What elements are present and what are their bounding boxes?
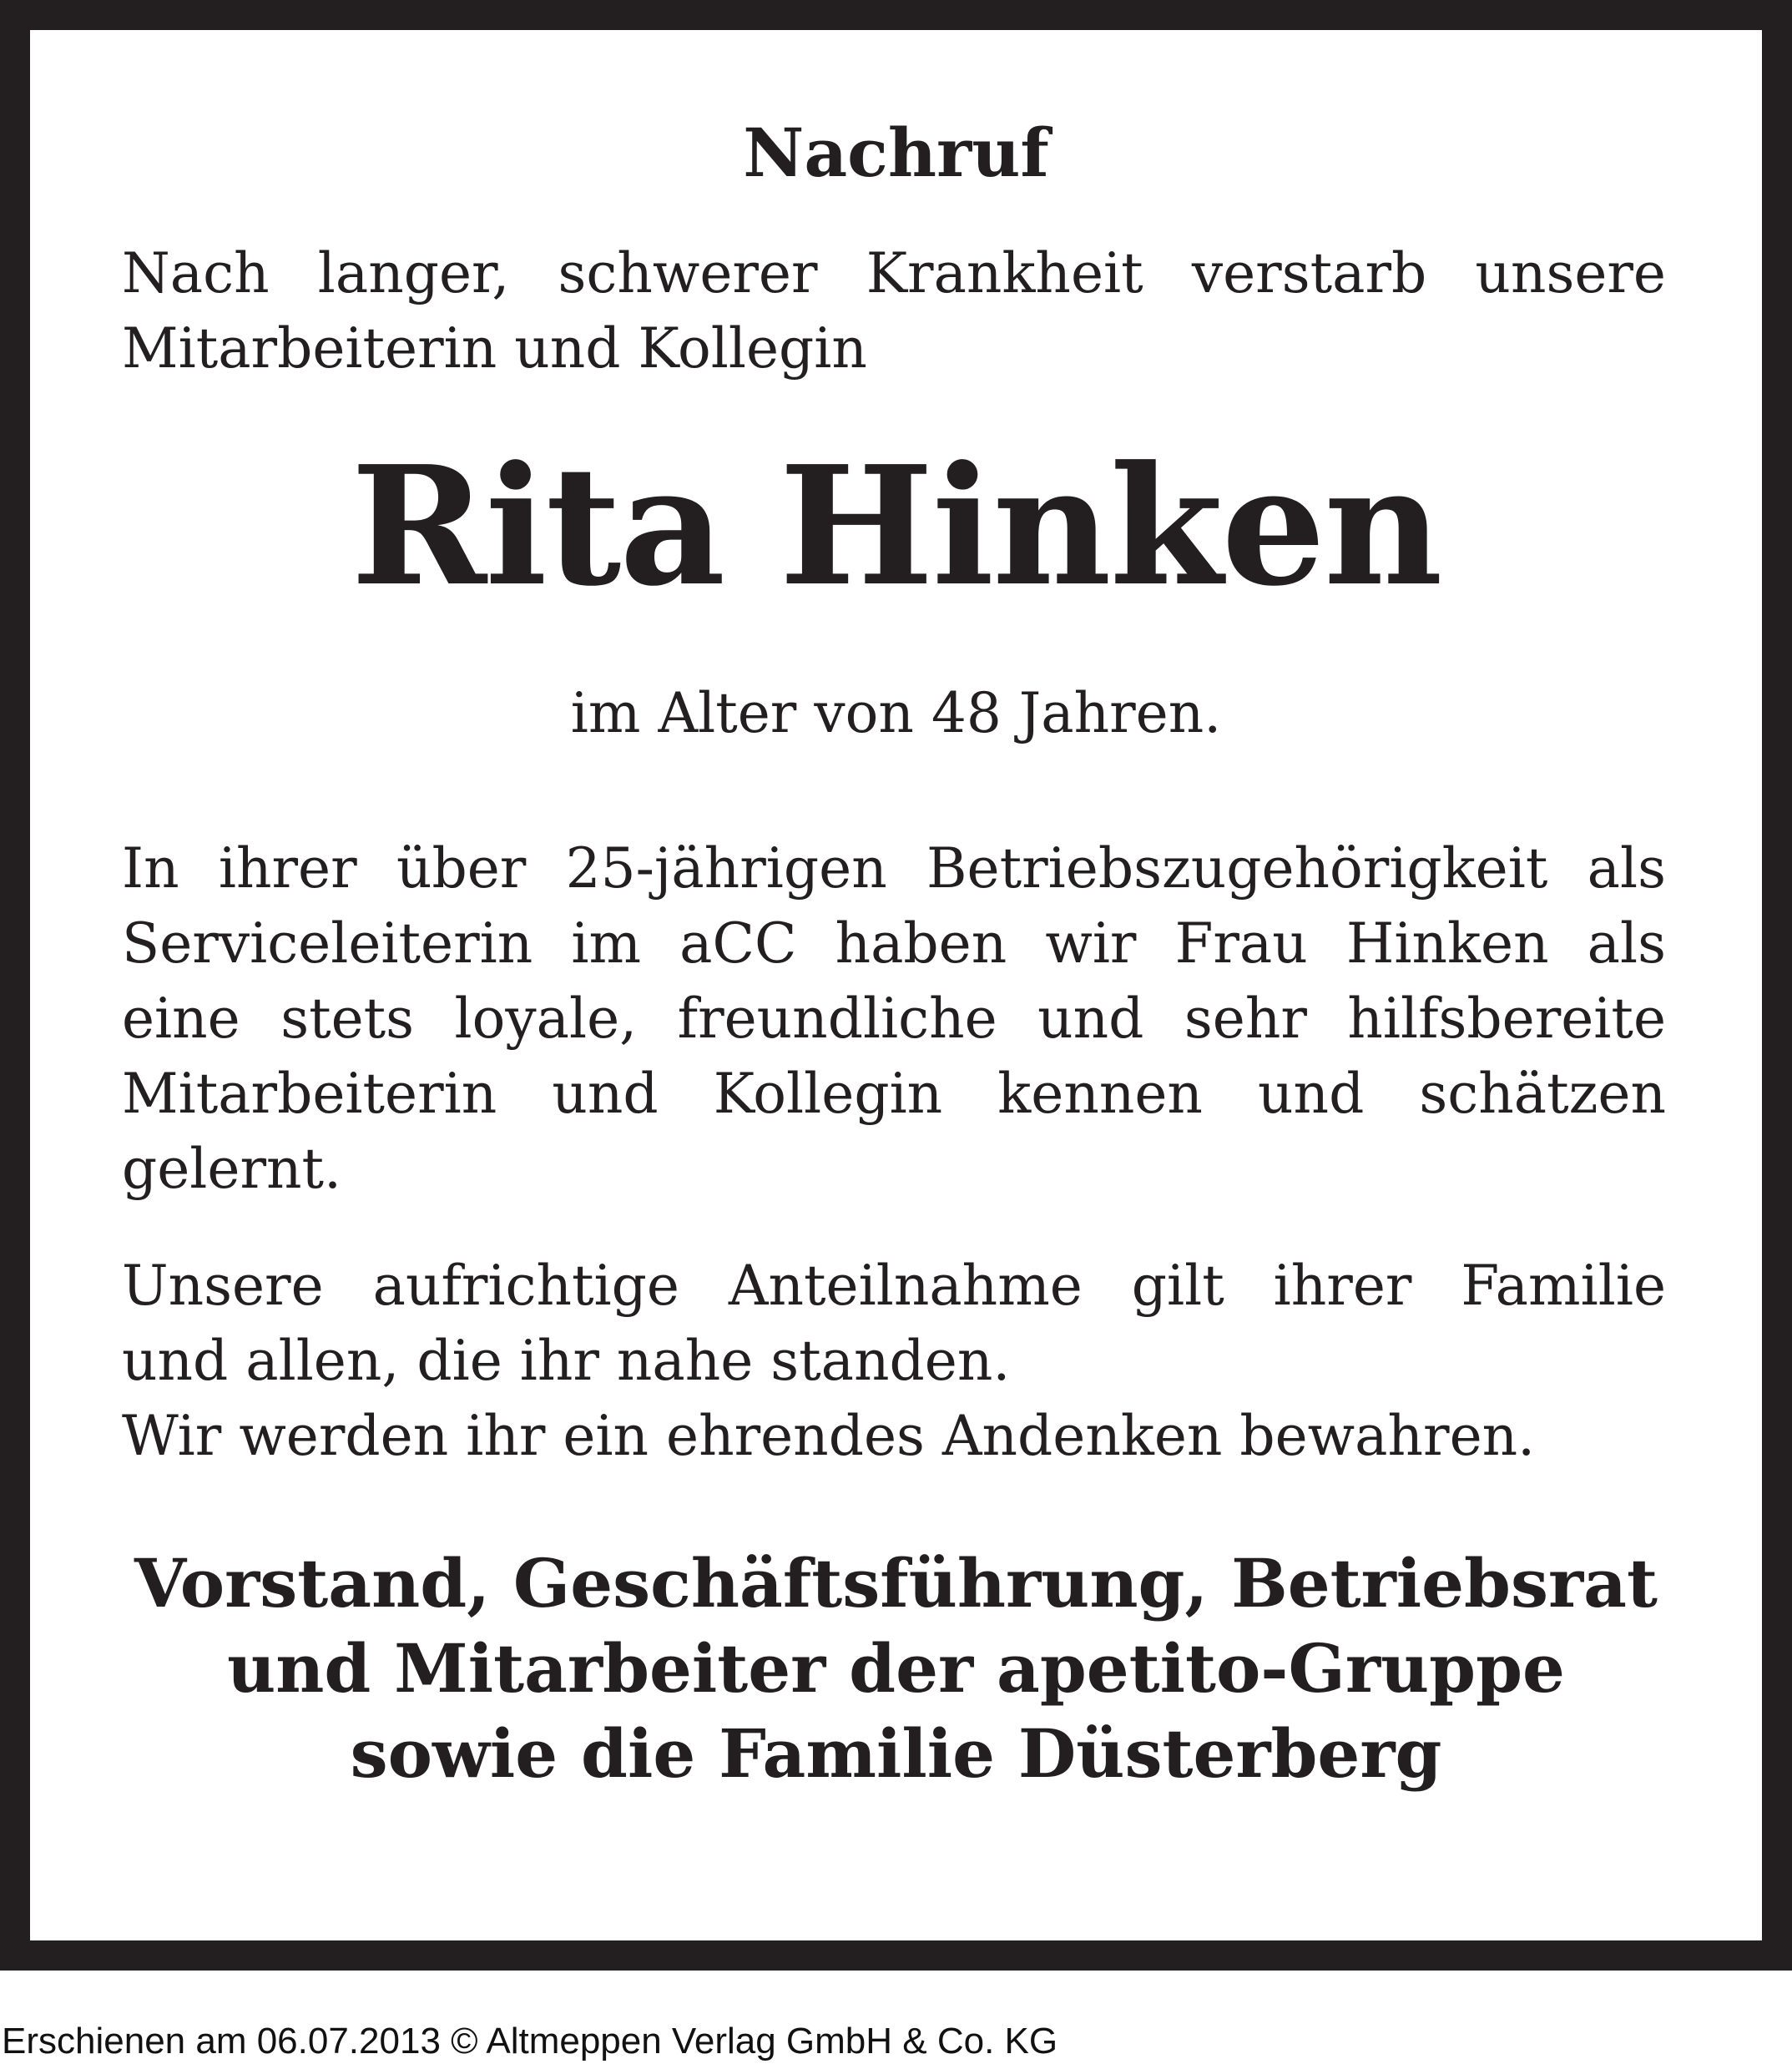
- deceased-name: Rita Hinken: [351, 431, 1441, 623]
- condolence-line: Wir werden ihr ein ehrendes Andenken bewahren.: [122, 1404, 1536, 1468]
- condolence-paragraph: [122, 1249, 1666, 1474]
- condolence-line: Unsere aufrichtige Anteilnahme gilt ihrer Familie: [122, 1254, 1666, 1318]
- obituary-notice: [30, 30, 1762, 1940]
- signature-line: sowie die Familie Düsterberg: [350, 1714, 1442, 1793]
- tribute-line: gelernt.: [122, 1137, 342, 1201]
- tribute-line: eine stets loyale, freundliche und sehr hilfsbereite: [122, 987, 1666, 1051]
- signature-line: Vorstand, Geschäftsführung, Betriebsrat: [134, 1544, 1658, 1622]
- signature-line: und Mitarbeiter der apetito-Gruppe: [227, 1629, 1565, 1708]
- tribute-line: In ihrer über 25-jährigen Betriebszugehörigkeit als: [122, 836, 1666, 901]
- intro-paragraph: [122, 236, 1666, 386]
- tribute-line: Mitarbeiterin und Kollegin kennen und schätzen: [122, 1062, 1666, 1126]
- intro-line: Mitarbeiterin und Kollegin: [122, 316, 867, 381]
- signature-block: [30, 1541, 1762, 1796]
- tribute-line: Serviceleiterin im aCC haben wir Frau Hinken als: [122, 911, 1666, 976]
- publication-footer: Erschienen am 06.07.2013 © Altmeppen Verlag GmbH & Co. KG: [2, 2021, 1058, 2061]
- intro-line: Nach langer, schwerer Krankheit verstarb unsere: [122, 241, 1666, 305]
- condolence-line: und allen, die ihr nahe standen.: [122, 1329, 1011, 1393]
- tribute-paragraph: [122, 831, 1666, 1207]
- age-text: im Alter von 48 Jahren.: [570, 681, 1222, 745]
- notice-title: Nachruf: [743, 114, 1049, 192]
